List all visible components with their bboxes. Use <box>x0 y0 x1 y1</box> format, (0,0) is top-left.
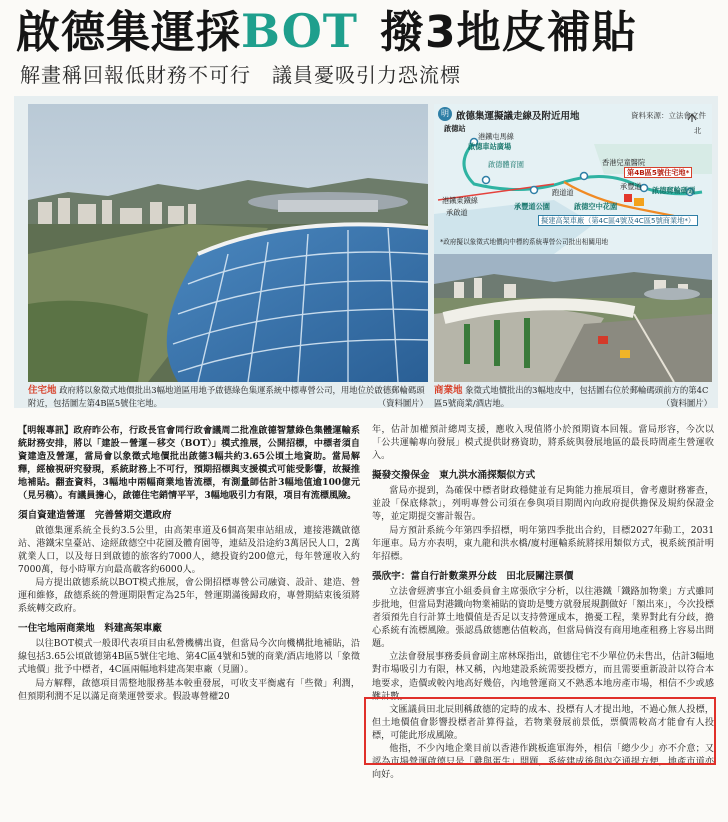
map-label-mtr-line: 港鐵屯馬線 <box>478 132 514 141</box>
paragraph-4: 局方解釋，啟德項目需整地服務基本較重發展，可收支平衡處有「些微」利潤，但預期利潤不足以滿足商業運營要求。假設專營權20 <box>18 678 360 702</box>
highlight-box <box>364 697 716 765</box>
paragraph-7: 局方預計系統今年第四季招標，明年第四季批出合約，目標2027年動工，2031年運車。局方亦表明，東九龍和洪水橋/廈村運輸系統將採用類似方式，視系統預計明年招標。 <box>372 525 714 562</box>
paragraph-11: 他指，不少內地企業目前以香港作跳板進軍海外，相信「總少少」亦不介意；又認為市場營運啟德只是「雞與蛋生」問題，系統建成後與內交通提方便，地產市道亦向好。 <box>372 743 714 781</box>
right-photo-caption <box>434 384 712 409</box>
article-lead: 【明報專訊】政府昨公布，行政長官會同行政會議周二批准啟德智慧綠色集體運輸系統財務安排，將以「建設－營運－移交（BOT）」模式推展，公開招標，中標者須自資建造及營運，當局會以象徵式地價批出啟德3幅共約3.65公頃土地資助。當局解釋，經檢視研究發現，系統財務上不可行，預期招標與支援模式可能受影響，故擬推地補貼。翻查資料，3幅地中兩幅商業地皆流標，有測量師估計3幅地值逾100億元（見另稿）。有議員擔心，啟德住宅銷情平平，3幅地吸引力有限，項目有流標風險。 <box>18 425 360 502</box>
paragraph-9: 立法會發展事務委員會副主席林琛指出，啟德住宅不少單位仍未售出，估計3幅地對市場吸引力有限，林又稱，內地建設系統需要投標方，而且需要重新設計以符合本地要求，造價或較內地高好幾倍，內地營運商又不熟悉本地房產市場，相信不少或感難計數。 <box>372 652 714 702</box>
subheading-3: 擬發交撥保金 東九洪水涌探類似方式 <box>372 470 536 482</box>
sky-garden-photo <box>28 104 428 382</box>
headline <box>16 2 716 60</box>
sky-garden-illustration <box>28 104 428 382</box>
left-caption-source: （資料圖片） <box>377 398 428 408</box>
route-map <box>434 104 712 254</box>
map-label-zhen-long: 承豐道 <box>620 182 642 191</box>
map-label-station-plaza: 啟德車站廣場 <box>468 142 512 151</box>
map-label-north: 北 <box>694 126 702 135</box>
map-label-runway-road: 跑道道 <box>552 188 574 197</box>
paragraph-10: 文匯議員田北辰則稱啟德的定時的成本、投標有人才提出地，不過心無人投標，但土地價值會影響投標者計算得益，若物業發展前景低，票價需較高才能會有人投標，可能此形成風險。 <box>372 704 714 741</box>
commercial-site-photo <box>434 254 712 382</box>
map-label-site-4b5: 第4B區5號住宅地* <box>624 168 692 177</box>
article-column-1 <box>18 424 360 704</box>
right-caption-text: 象徵式地價批出的3幅地皮中，包括圖右位於郵輪碼頭前方的第4C區5號商業/酒店地。 <box>434 385 709 408</box>
subheadline: 解畫稱回報低財務不可行 議員憂吸引力恐流標 <box>20 63 461 87</box>
map-label-sports-park: 啟德體育園 <box>488 160 524 169</box>
map-badge: 明 <box>438 107 452 121</box>
commercial-site-illustration <box>434 254 712 382</box>
map-label-sky-garden: 啟德空中花園 <box>574 202 618 211</box>
route-map-graphic <box>434 104 712 254</box>
paragraph-5: 年，估計加權預計總周支援，應收入現值將小於預期資本回報。當局形容，今次以「公共運輸專向發展」模式提供財務資助，將系統與發展地區的最長時間產生營運收入。 <box>372 425 714 462</box>
map-label-east-rail: 港鐵東鐵線 <box>442 196 478 205</box>
map-label-runway-park: 承豐道公園 <box>514 202 550 211</box>
map-label-cruise-terminal: 啟德郵輪碼頭 <box>652 186 696 195</box>
left-photo-caption <box>28 384 428 409</box>
map-label-depot: 擬建高架車廠（第4C區4號及4C區5號商業地*） <box>538 216 698 225</box>
paragraph-2: 局方提出啟德系統以BOT模式推展，會公開招標專營公司融資、設計、建造、營運和維修，啟德系統的營運期限暫定為25年，營運期滿後歸政府，專營期結束後須將系統轉交政府。 <box>18 577 360 615</box>
map-label-childrens-hospital: 香港兒童醫院 <box>602 158 646 167</box>
headline-part1: 啟德集運採 <box>16 7 241 58</box>
headline-part3: 撥3地皮補貼 <box>380 7 637 58</box>
map-label-cheng-road: 承啟道 <box>446 208 468 217</box>
subheading-4: 張欣宇：當自行計數業界分歧 田北辰關注票價 <box>372 570 574 582</box>
map-title: 啟德集運擬議走線及附近用地 <box>456 111 580 122</box>
subheading-1: 須自資建造營運 完善營期交還政府 <box>18 509 172 521</box>
headline-bot: BOT <box>241 4 359 58</box>
paragraph-3: 以往BOT模式一般即代表項目由私營機構出資，但當局今次向機構批地補貼，沿線包括3.65公頃啟德第4B區5號住宅地、第4C區4號和5號的商業/酒店地將以「象徵式地價」批予中標者，4C區兩幅地料建高架車廠（見圖）。 <box>18 639 360 676</box>
paragraph-6: 當局亦提到，為確保中標者財政穩健並有足夠能力推展項目，會考慮財務審查，並設「保底條款」，列明專營公司須在參與項目期間內向政府提供擔保及規約保證金等，並定期提交審計報告。 <box>372 486 714 523</box>
left-caption-text: 政府將以象徵式地價批出3幅地道區用地予啟德綠色集運系統中標專營公司，用地位於啟德郵輪碼頭附近，包括圖左第4B區5號住宅地。 <box>28 385 425 408</box>
map-note: *政府擬以象徵式地價向中標的系統專營公司批出相關用地 <box>440 238 609 246</box>
subheading-2: 一住宅地兩商業地 料建高架車廠 <box>18 623 162 635</box>
photo-strip <box>14 96 718 408</box>
map-label-kai-tak-station: 啟德站 <box>444 124 466 133</box>
paragraph-1: 啟德集運系統全長約3.5公里，由高架車道及6個高架車站組成，連接港鐵啟德站、港鐵宋皇臺站、途經啟德空中花園及體育園等，連結及沿途約3萬居民人口，2萬就業人口，以及每日到啟德的旅客約7000人，總投資約200億元，每年營運收入約7000萬，每小時單方向最高載客約6000人。 <box>18 525 360 575</box>
paragraph-8: 立法會經濟事宜小組委員會主席張欣宇分析，以往港鐵「鐵路加物業」方式雖同步批地，但當局對港鐵向物業補貼的資助是雙方就發展規劃做好「額出來」，今次投標者須預先自行計算土地價值是否足以支持營運成本，擔憂工程，業界對此有分歧，擔心系統有流標風險。張認爲啟德應估值較高，但當局倘沒有商用地產租務上容易出問題。 <box>372 586 714 650</box>
right-caption-tag: 商業地 <box>434 385 463 396</box>
right-caption-source: （資料圖片） <box>661 398 712 408</box>
left-caption-tag: 住宅地 <box>28 385 57 396</box>
map-source: 資料來源：立法會文件 <box>631 111 706 120</box>
